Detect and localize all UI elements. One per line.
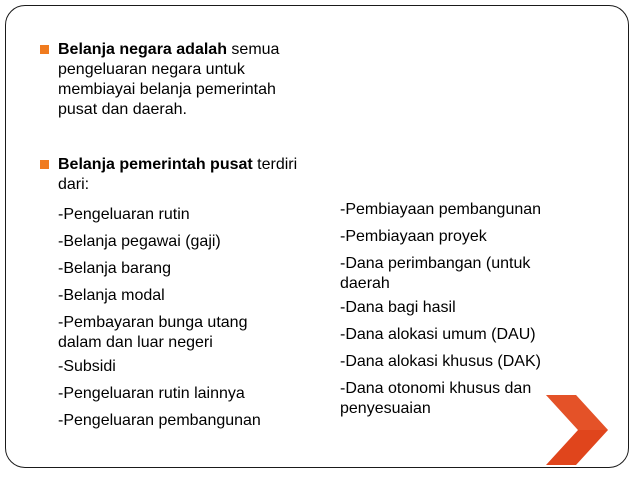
next-arrow-icon[interactable] [538,395,608,465]
bullet-rest-text: terdiri dari: [58,156,298,193]
bullet-rest-text: semua pengeluaran negara untuk membiayai belanja pemerintah pusat dan daerah. [58,41,280,118]
bullet-bold-text: Belanja pemerintah pusat [58,156,253,173]
left-item: -Pembayaran bunga utang dalam dan luar negeri [58,314,248,351]
bullet-text [58,155,310,195]
bullet-square-icon [40,45,49,54]
right-item: -Pembiayaan pembangunan [340,201,542,218]
bullet-belanja-pusat [40,155,310,195]
bullet-square-icon [40,160,49,169]
bullet-bold-text: Belanja negara adalah [58,41,227,58]
left-item: -Belanja pegawai (gaji) [58,233,221,250]
left-item: -Subsidi [58,358,116,375]
left-item: -Belanja modal [58,287,165,304]
left-item: -Belanja barang [58,260,171,277]
right-item: -Dana alokasi khusus (DAK) [340,353,541,370]
right-item: -Dana otonomi khusus dan penyesuaian [340,380,532,417]
right-item: -Dana perimbangan (untuk daerah [340,255,531,292]
right-item: -Pembiayaan proyek [340,228,487,245]
left-item: -Pengeluaran pembangunan [58,412,261,429]
bullet-belanja-negara [40,40,310,120]
right-item: -Dana bagi hasil [340,299,456,316]
left-item: -Pengeluaran rutin lainnya [58,385,245,402]
bullet-text [58,40,310,120]
right-item: -Dana alokasi umum (DAU) [340,326,536,343]
left-item: -Pengeluaran rutin [58,206,190,223]
